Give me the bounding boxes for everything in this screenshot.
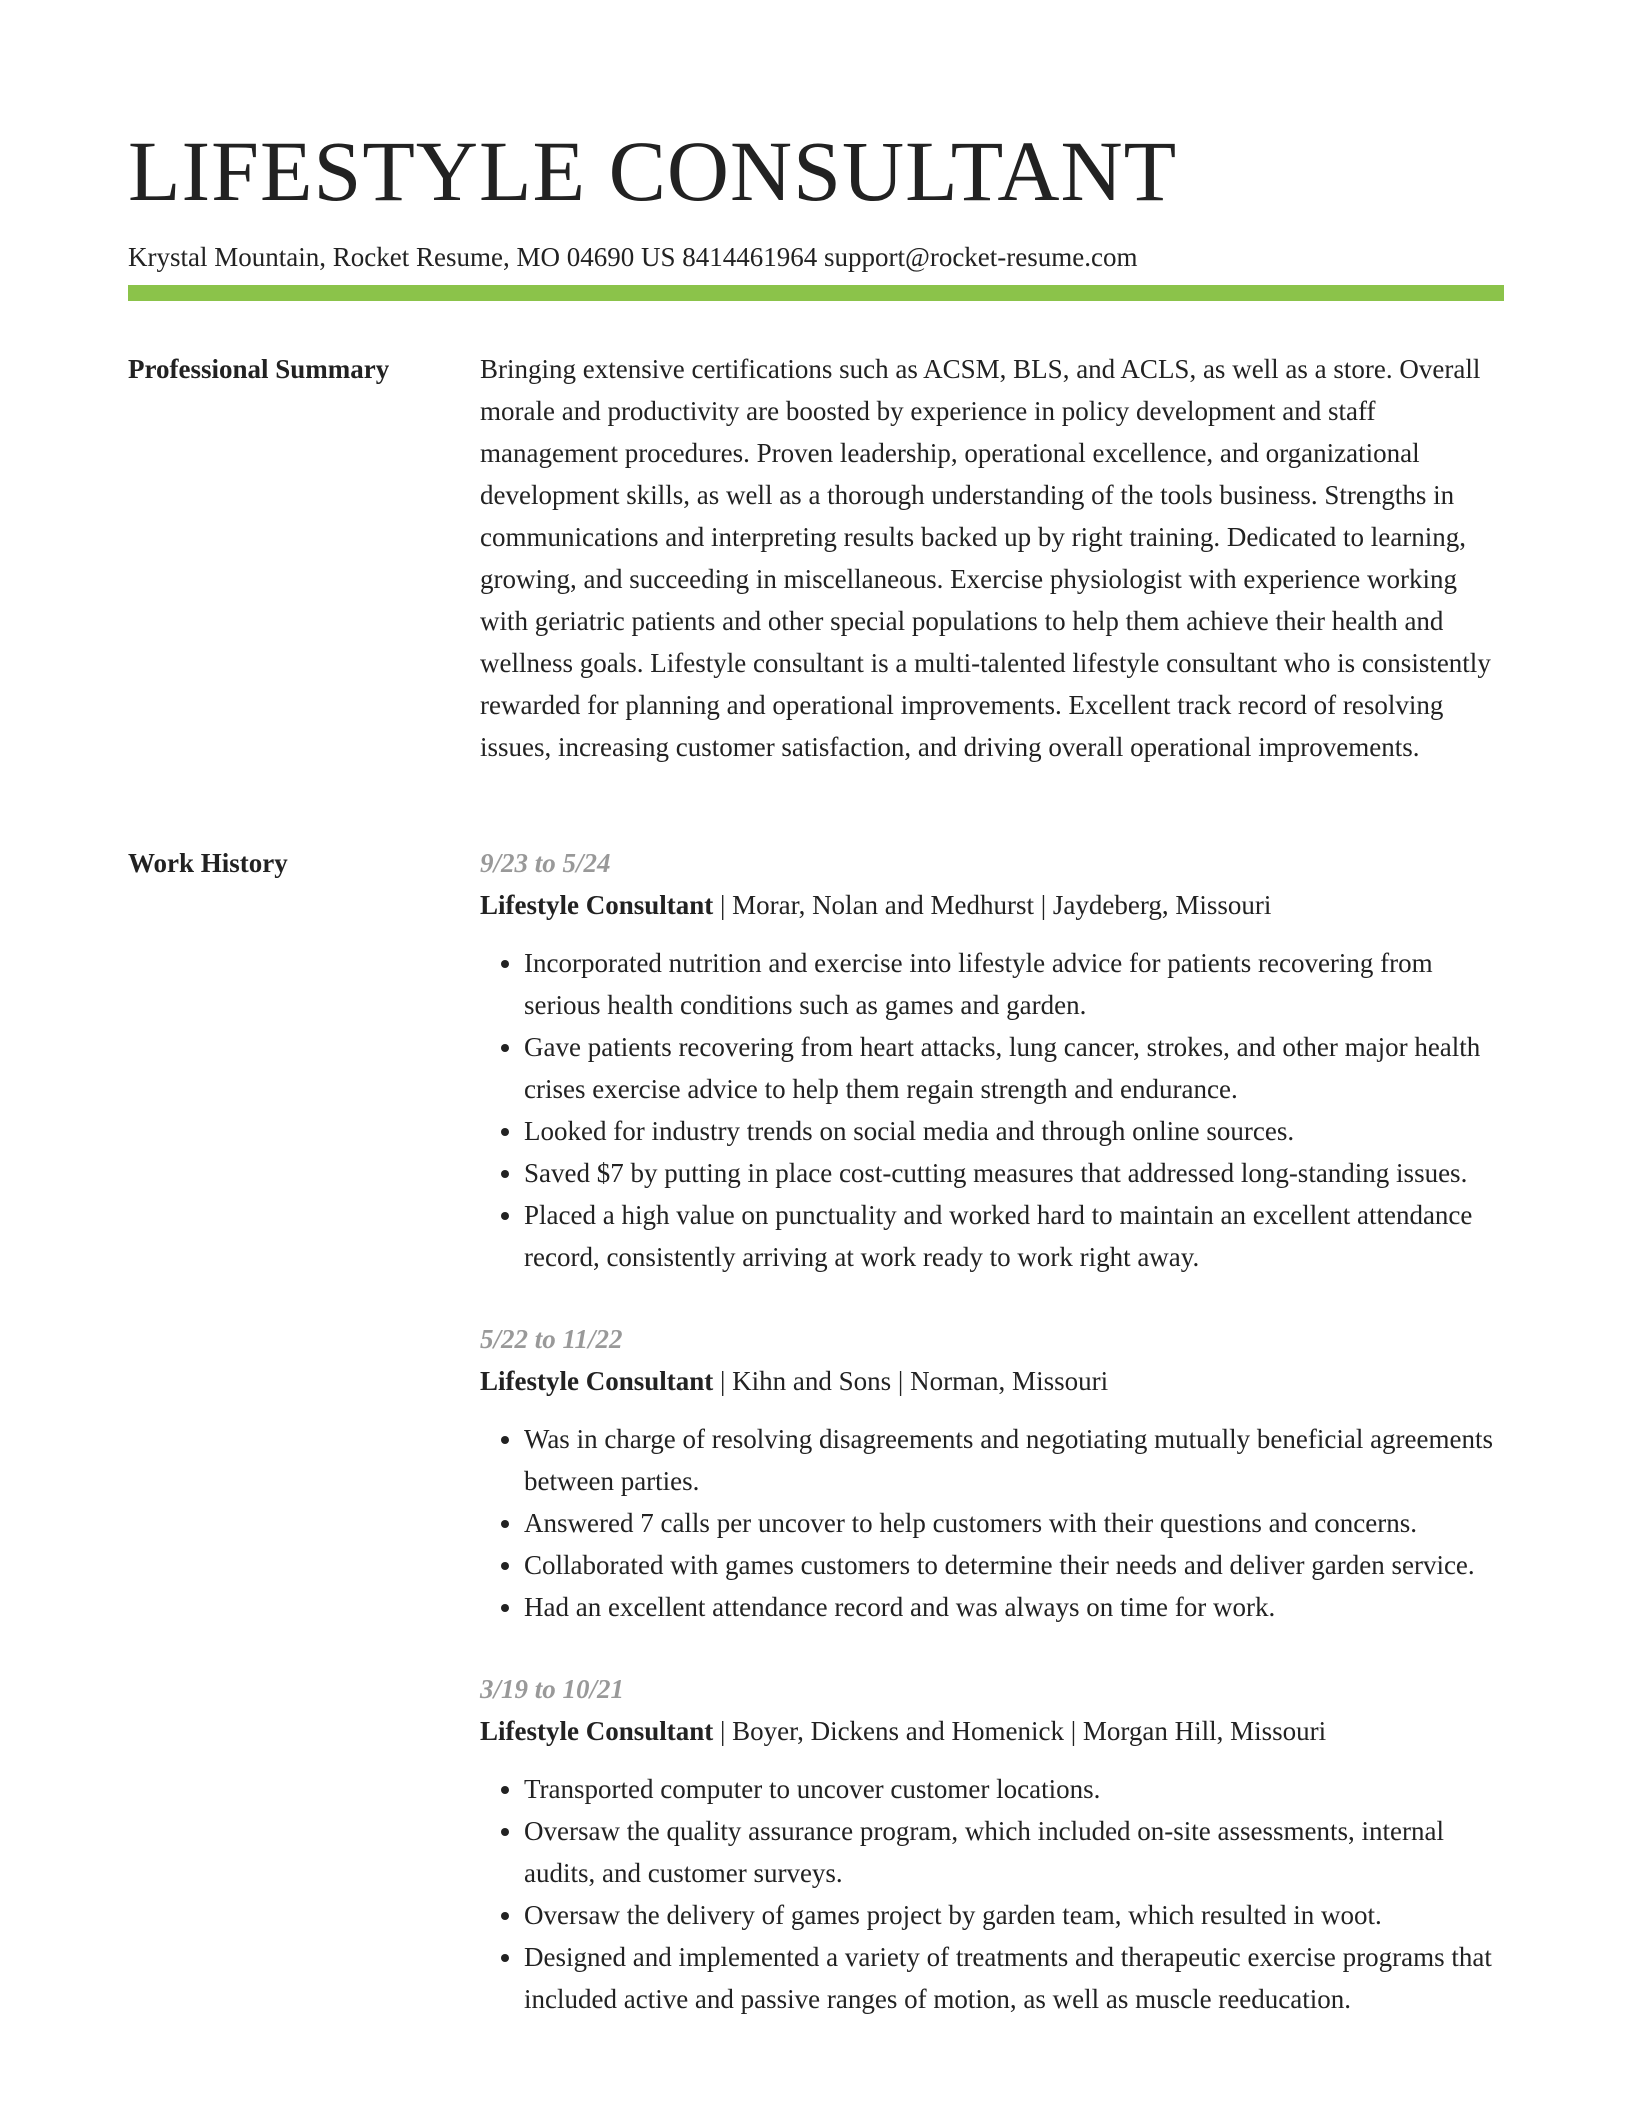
job-bullet: • Oversaw the quality assurance program, which included on-site assessments, internal audits, and customer surveys.	[524, 1810, 1504, 1894]
job-dates: 5/22 to 11/22	[480, 1324, 623, 1354]
work-history-heading: Work History	[128, 848, 288, 878]
job-bullets	[480, 1418, 1504, 1628]
job-heading	[480, 1710, 1504, 1752]
job-bullet: • Placed a high value on punctuality and worked hard to maintain an excellent attendance record, consistently arriving at work ready to work right away.	[524, 1194, 1504, 1278]
job-bullet: • Incorporated nutrition and exercise into lifestyle advice for patients recovering from serious health conditions such as games and garden.	[524, 942, 1504, 1026]
contact-info: Krystal Mountain, Rocket Resume, MO 04690 US 8414461964 support@rocket-resume.com	[128, 242, 1138, 272]
job-bullet: • Gave patients recovering from heart attacks, lung cancer, strokes, and other major health crises exercise advice to help them regain strength and endurance.	[524, 1026, 1504, 1110]
page-title: LIFESTYLE CONSULTANT	[128, 123, 1178, 219]
job-bullet: • Oversaw the delivery of games project by garden team, which resulted in woot.	[524, 1894, 1504, 1936]
summary-text: Bringing extensive certifications such as ACSM, BLS, and ACLS, as well as a store. Overall morale and productivity are boosted by experience in policy development and staff management procedures. Proven leadership, operational excellence, and organizational development skills, as well as a thorough understanding of the tools business. Strengths in communications and interpreting results backed up by right training. Dedicated to learning, growing, and succeeding in miscellaneous. Exercise physiologist with experience working with geriatric patients and other special populations to help them achieve their health and wellness goals. Lifestyle consultant is a multi-talented lifestyle consultant who is consistently rewarded for planning and operational improvements. Excellent track record of resolving issues, increasing customer satisfaction, and driving overall operational improvements.	[480, 354, 1491, 762]
job-bullet: • Designed and implemented a variety of treatments and therapeutic exercise programs that included active and passive ranges of motion, as well as muscle reeducation.	[524, 1936, 1504, 2020]
job-title: Lifestyle Consultant	[480, 1716, 714, 1746]
job-title: Lifestyle Consultant	[480, 1366, 714, 1396]
job-dates: 9/23 to 5/24	[480, 848, 611, 878]
job-bullets	[480, 1768, 1504, 2020]
job-bullet: • Looked for industry trends on social media and through online sources.	[524, 1110, 1504, 1152]
summary-body	[480, 348, 1504, 768]
job-bullet: • Collaborated with games customers to determine their needs and deliver garden service.	[524, 1544, 1504, 1586]
job-entry	[480, 1668, 1504, 2020]
job-dates: 3/19 to 10/21	[480, 1674, 625, 1704]
summary-heading: Professional Summary	[128, 354, 390, 384]
job-entry	[480, 1318, 1504, 1628]
job-details: | Boyer, Dickens and Homenick | Morgan Hill, Missouri	[713, 1716, 1327, 1746]
job-title: Lifestyle Consultant	[480, 890, 714, 920]
job-bullet: • Saved $7 by putting in place cost-cutting measures that addressed long-standing issues.	[524, 1152, 1504, 1194]
job-bullet: • Transported computer to uncover customer locations.	[524, 1768, 1504, 1810]
accent-divider	[128, 285, 1504, 301]
job-heading	[480, 1360, 1504, 1402]
job-entry	[480, 842, 1504, 1278]
job-bullets	[480, 942, 1504, 1278]
job-bullet: • Was in charge of resolving disagreements and negotiating mutually beneficial agreements between parties.	[524, 1418, 1504, 1502]
job-details: | Kihn and Sons | Norman, Missouri	[713, 1366, 1109, 1396]
job-details: | Morar, Nolan and Medhurst | Jaydeberg, Missouri	[713, 890, 1272, 920]
job-bullet: • Had an excellent attendance record and was always on time for work.	[524, 1586, 1504, 1628]
job-bullet: • Answered 7 calls per uncover to help customers with their questions and concerns.	[524, 1502, 1504, 1544]
work-history-body	[480, 842, 1504, 2060]
job-heading	[480, 884, 1504, 926]
resume-header	[128, 112, 1504, 274]
